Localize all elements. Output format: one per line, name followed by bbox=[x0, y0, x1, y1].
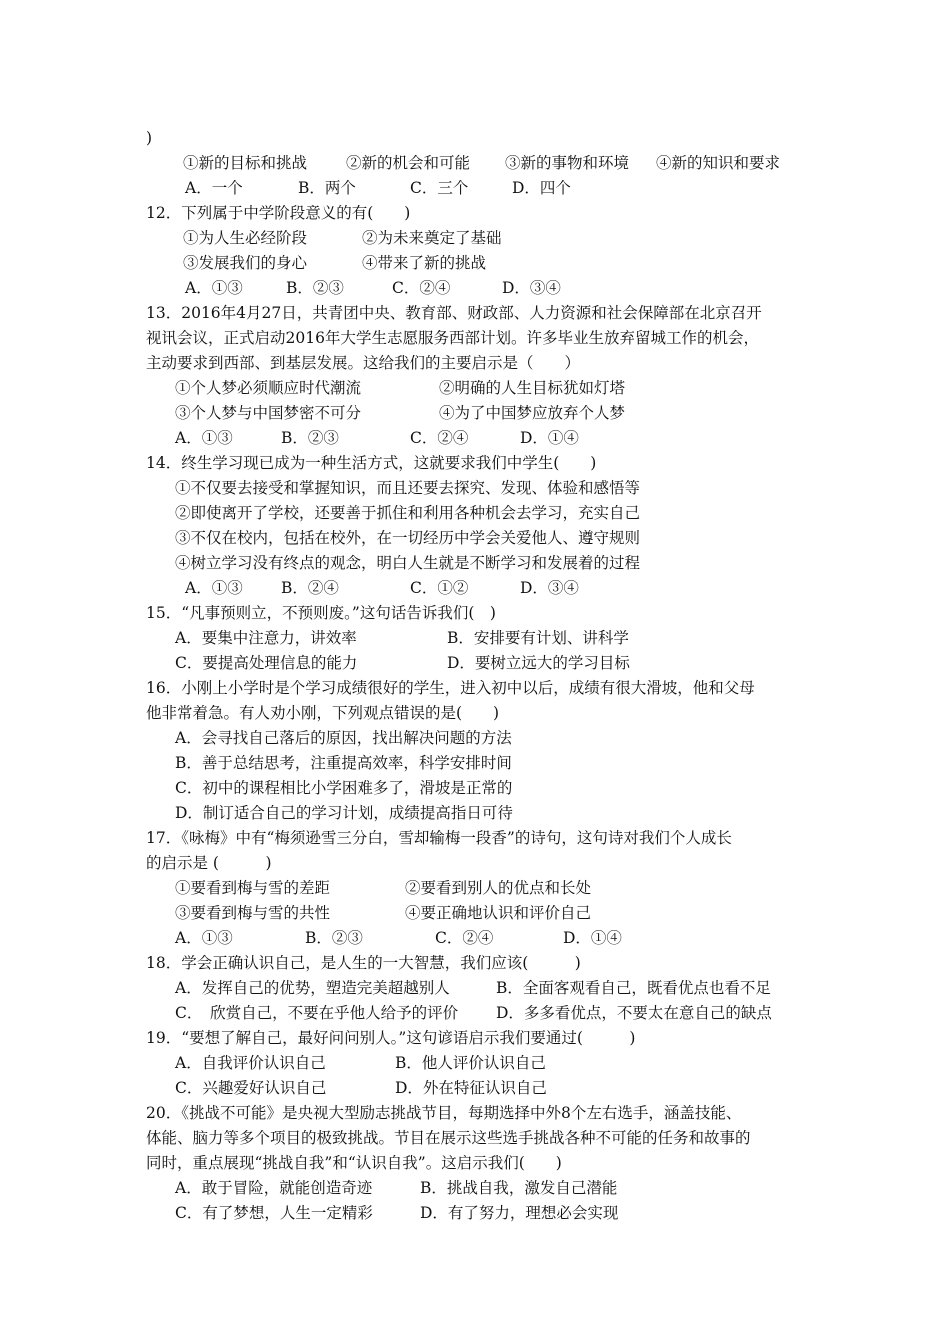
q12-option-c[interactable]: C．②④ bbox=[392, 279, 451, 297]
q17-item-4: ④要正确地认识和评价自己 bbox=[405, 904, 592, 922]
q11-item-1: ①新的目标和挑战 bbox=[183, 154, 308, 172]
q14-option-a[interactable]: A．①③ bbox=[185, 579, 243, 597]
q13-item-1: ①个人梦必须顺应时代潮流 bbox=[175, 379, 362, 397]
q17-item-3: ③要看到梅与雪的共性 bbox=[175, 904, 331, 922]
q14-item-1: ①不仅要去接受和掌握知识，而且还要去探究、发现、体验和感悟等 bbox=[175, 479, 641, 497]
q14-option-b[interactable]: B．②④ bbox=[281, 579, 339, 597]
q17-option-c[interactable]: C．②④ bbox=[435, 929, 494, 947]
q17-option-b[interactable]: B．②③ bbox=[305, 929, 363, 947]
q13-stem-line-2: 视讯会议，正式启动2016年大学生志愿服务西部计划。许多毕业生放弃留城工作的机会， bbox=[146, 329, 759, 347]
q11-option-c[interactable]: C．三个 bbox=[410, 179, 469, 197]
q16-option-b[interactable]: B．善于总结思考，注重提高效率，科学安排时间 bbox=[175, 754, 512, 772]
q17-item-2: ②要看到别人的优点和长处 bbox=[405, 879, 592, 897]
q18-stem: 18．学会正确认识自己，是人生的一大智慧，我们应该( ) bbox=[146, 954, 581, 972]
q15-option-a[interactable]: A．要集中注意力，讲效率 bbox=[175, 629, 357, 647]
q14-item-3: ③不仅在校内，包括在校外，在一切经历中学会关爱他人、遵守规则 bbox=[175, 529, 641, 547]
q14-option-d[interactable]: D．③④ bbox=[520, 579, 579, 597]
q13-stem-line-1: 13．2016年4月27日，共青团中央、教育部、财政部、人力资源和社会保障部在北京召开 bbox=[146, 304, 762, 322]
q13-item-4: ④为了中国梦应放弃个人梦 bbox=[439, 404, 626, 422]
q16-option-d[interactable]: D．制订适合自己的学习计划，成绩提高指日可待 bbox=[175, 804, 513, 822]
q12-item-2: ②为未来奠定了基础 bbox=[362, 229, 502, 247]
q18-option-d[interactable]: D．多多看优点，不要太在意自己的缺点 bbox=[496, 1004, 772, 1022]
q11-item-4: ④新的知识和要求 bbox=[656, 154, 781, 172]
q16-option-c[interactable]: C．初中的课程相比小学困难多了，滑坡是正常的 bbox=[175, 779, 513, 797]
q14-item-4: ④树立学习没有终点的观念，明白人生就是不断学习和发展着的过程 bbox=[175, 554, 641, 572]
q18-option-c[interactable]: C． 欣赏自己，不要在乎他人给予的评价 bbox=[175, 1004, 459, 1022]
q19-option-b[interactable]: B．他人评价认识自己 bbox=[395, 1054, 546, 1072]
q14-stem: 14．终生学习现已成为一种生活方式，这就要求我们中学生( ) bbox=[146, 454, 597, 472]
q12-option-d[interactable]: D．③④ bbox=[502, 279, 561, 297]
q13-option-a[interactable]: A．①③ bbox=[175, 429, 233, 447]
q19-stem: 19．“要想了解自己，最好问问别人。”这句谚语启示我们要通过( ) bbox=[146, 1029, 636, 1047]
q20-option-d[interactable]: D．有了努力，理想必会实现 bbox=[420, 1204, 619, 1222]
q16-stem-line-2: 他非常着急。有人劝小刚，下列观点错误的是( ) bbox=[146, 704, 500, 722]
q11-option-d[interactable]: D．四个 bbox=[512, 179, 571, 197]
q11-item-2: ②新的机会和可能 bbox=[346, 154, 471, 172]
q13-option-d[interactable]: D．①④ bbox=[520, 429, 579, 447]
q14-option-c[interactable]: C．①② bbox=[410, 579, 469, 597]
q20-stem-line-1: 20．《挑战不可能》是央视大型励志挑战节目，每期选择中外8个左右选手，涵盖技能、 bbox=[146, 1104, 742, 1122]
q17-stem-line-2: 的启示是 ( ) bbox=[146, 854, 272, 872]
q12-item-4: ④带来了新的挑战 bbox=[362, 254, 487, 272]
q11-option-b[interactable]: B．两个 bbox=[298, 179, 356, 197]
q18-option-a[interactable]: A．发挥自己的优势，塑造完美超越别人 bbox=[175, 979, 450, 997]
q17-option-a[interactable]: A．①③ bbox=[175, 929, 233, 947]
q17-stem-line-1: 17．《咏梅》中有“梅须逊雪三分白，雪却输梅一段香”的诗句，这句诗对我们个人成长 bbox=[146, 829, 732, 847]
q12-item-1: ①为人生必经阶段 bbox=[183, 229, 308, 247]
q12-option-a[interactable]: A．①③ bbox=[185, 279, 243, 297]
q20-stem-line-3: 同时，重点展现“挑战自我”和“认识自我”。这启示我们( ) bbox=[146, 1154, 562, 1172]
q16-stem-line-1: 16．小刚上小学时是个学习成绩很好的学生，进入初中以后，成绩有很大滑坡，他和父母 bbox=[146, 679, 755, 697]
q19-option-d[interactable]: D．外在特征认识自己 bbox=[395, 1079, 547, 1097]
q20-option-a[interactable]: A．敢于冒险，就能创造奇迹 bbox=[175, 1179, 373, 1197]
q16-option-a[interactable]: A．会寻找自己落后的原因，找出解决问题的方法 bbox=[175, 729, 512, 747]
q11-item-3: ③新的事物和环境 bbox=[505, 154, 630, 172]
q20-option-c[interactable]: C．有了梦想，人生一定精彩 bbox=[175, 1204, 373, 1222]
q15-stem: 15．“凡事预则立，不预则废。”这句话告诉我们( ) bbox=[146, 604, 496, 622]
q13-item-3: ③个人梦与中国梦密不可分 bbox=[175, 404, 362, 422]
q12-stem: 12．下列属于中学阶段意义的有( ) bbox=[146, 204, 411, 222]
q17-item-1: ①要看到梅与雪的差距 bbox=[175, 879, 331, 897]
q17-option-d[interactable]: D．①④ bbox=[563, 929, 622, 947]
q12-item-3: ③发展我们的身心 bbox=[183, 254, 308, 272]
q15-option-c[interactable]: C．要提高处理信息的能力 bbox=[175, 654, 358, 672]
q13-stem-line-3: 主动要求到西部、到基层发展。这给我们的主要启示是（ ） bbox=[146, 354, 581, 372]
q13-option-b[interactable]: B．②③ bbox=[281, 429, 339, 447]
q15-option-d[interactable]: D．要树立远大的学习目标 bbox=[447, 654, 630, 672]
q20-stem-line-2: 体能、脑力等多个项目的极致挑战。节目在展示这些选手挑战各种不可能的任务和故事的 bbox=[146, 1129, 751, 1147]
q13-option-c[interactable]: C．②④ bbox=[410, 429, 469, 447]
q15-option-b[interactable]: B．安排要有计划、讲科学 bbox=[447, 629, 629, 647]
q19-option-c[interactable]: C．兴趣爱好认识自己 bbox=[175, 1079, 327, 1097]
q18-option-b[interactable]: B．全面客观看自己，既看优点也看不足 bbox=[496, 979, 771, 997]
q11-stem-tail: ) bbox=[146, 129, 153, 147]
q20-option-b[interactable]: B．挑战自我，激发自己潜能 bbox=[420, 1179, 618, 1197]
q19-option-a[interactable]: A．自我评价认识自己 bbox=[175, 1054, 326, 1072]
q11-option-a[interactable]: A．一个 bbox=[185, 179, 243, 197]
q13-item-2: ②明确的人生目标犹如灯塔 bbox=[439, 379, 626, 397]
q12-option-b[interactable]: B．②③ bbox=[286, 279, 344, 297]
q14-item-2: ②即使离开了学校，还要善于抓住和利用各种机会去学习，充实自己 bbox=[175, 504, 641, 522]
